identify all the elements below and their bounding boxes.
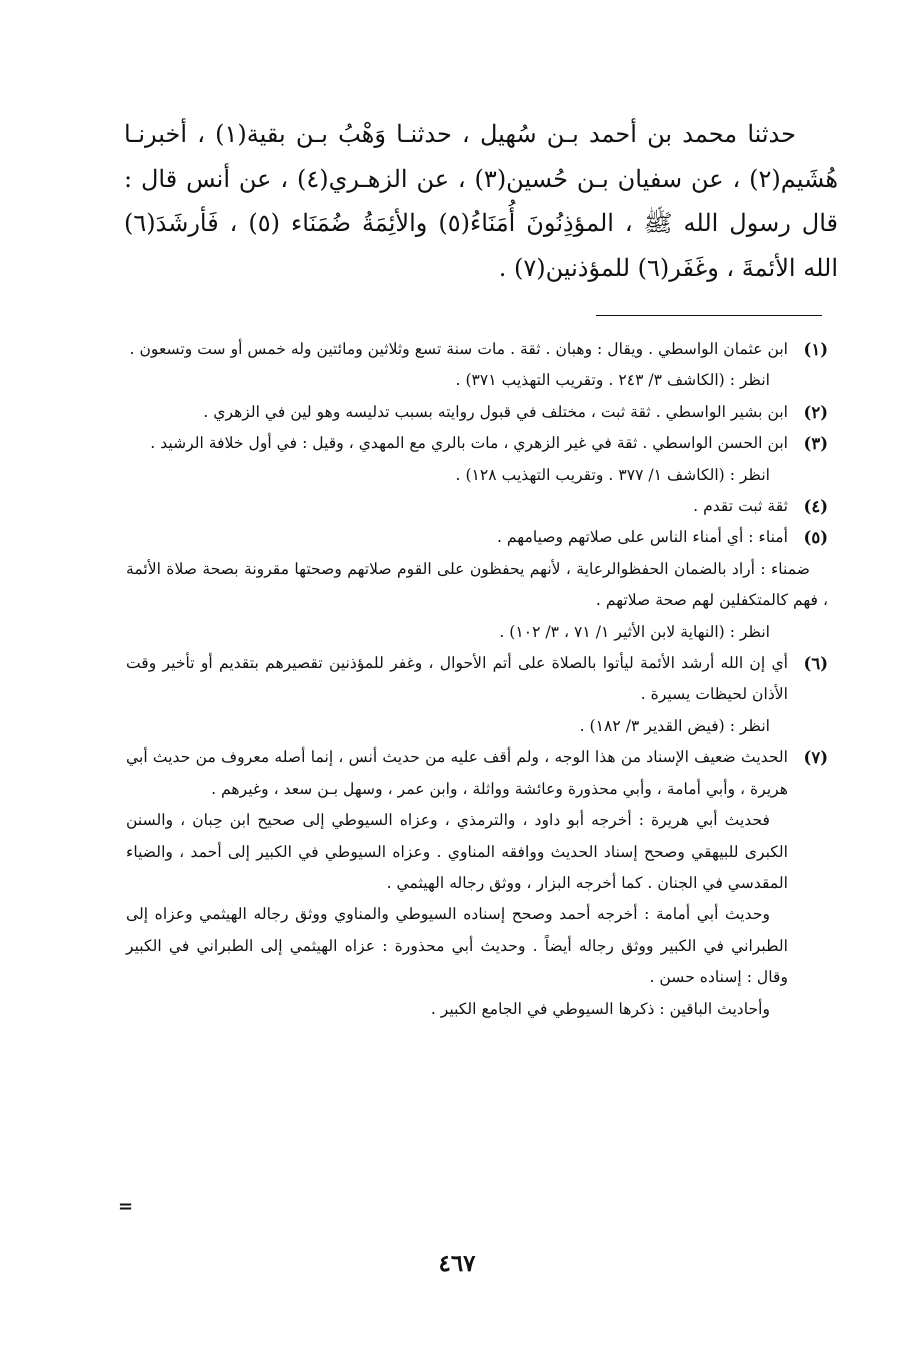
page-number: ٤٦٧ [438, 1250, 476, 1277]
footnote-paragraph: وأحاديث الباقين : ذكرها السيوطي في الجامع الكبير . [430, 999, 770, 1018]
footnote-text: ثقة ثبت تقدم . [693, 497, 788, 516]
main-hadith-text [124, 112, 838, 290]
footnote-text: ابن عثمان الواسطي . ويقال : وهبان . ثقة . مات سنة تسع وثلاثين ومائتين وله خمس أو ست وتسعون . [129, 340, 788, 358]
footnote-6 [126, 648, 828, 742]
footnote-1 [126, 334, 828, 397]
footnote-number: (٧) [803, 748, 828, 768]
footnote-number: (٢) [803, 402, 828, 422]
continuation-mark: = [118, 1196, 134, 1217]
footnote-number: (١) [803, 340, 828, 359]
footnote-text: أي إن الله أرشد الأئمة ليأتوا بالصلاة على أتم الأحوال ، وغفر للمؤذنين تقصيرهم بتقديم أو تأخير وقت الأذان لحيظات يسيرة . [126, 654, 788, 704]
footnote-text: ابن الحسن الواسطي . ثقة في غير الزهري ، مات بالري مع المهدي ، وقيل : في أول خلافة الرشيد . [150, 434, 788, 453]
footnote-number: (٣) [803, 434, 828, 454]
footnote-paragraph: وحديث أبي أمامة : أخرجه أحمد وصحح إسناده السيوطي والمناوي ووثق رجاله الهيثمي وعزاه إلى الطبراني في الكبير ووثق رجاله أيضاً . وحديث أبي محذورة : عزاه الهيثمي إلى الطبراني في الكبير وقال : إسناده حسن . [126, 905, 788, 987]
footnote-text: الحديث ضعيف الإسناد من هذا الوجه ، ولم أقف عليه من حديث أنس ، إنما أصله معروف من حديث أبي هريرة ، وأبي أمامة ، وأبي محذورة وعائشة وواثلة ، وابن عمر ، وسهل بـن سعد ، وغيرهم . [126, 748, 788, 798]
footnote-4 [126, 491, 828, 522]
footnote-paragraph: فحديث أبي هريرة : أخرجه أبو داود ، والترمذي ، وعزاه السيوطي إلى صحيح ابن حِبان ، والسنن الكبرى للبيهقي وصحح إسناد الحديث ووافقه المناوي . وعزاه السيوطي في الكبير إلى أحمد ، والضياء المقدسي في الجنان . كما أخرجه البزار ، ووثق رجاله الهيثمي . [126, 811, 788, 892]
footnote-2 [126, 397, 828, 428]
footnote-number: (٦) [803, 654, 828, 674]
footnote-text: ابن بشير الواسطي . ثقة ثبت ، مختلف في قبول روايته بسبب تدليسه وهو لين في الزهري . [203, 402, 788, 421]
footnote-reference: انظر : (الكاشف ١/ ٣٧٧ . وتقريب التهذيب ١٢٨) . [455, 465, 770, 484]
footnote-number: (٤) [803, 497, 828, 517]
footnote-separator [596, 315, 822, 316]
hadith-paragraph: حدثنا محمد بن أحمد بـن سُهيل ، حدثنـا وَهْبُ بـن بقية(١) ، أخبرنـا هُشَيم(٢) ، عن سفيان بـن حُسين(٣) ، عن الزهـري(٤) ، عن أنس قال : قال رسول الله ﷺ ، المؤذِنُونَ أُمَنَاءُ(٥) والأئِمَةُ ضُمَنَاء (٥) ، فَأرشَدَ(٦) الله الأئمةَ ، وغَفَر(٦) للمؤذنين(٧) . [124, 120, 839, 282]
footnote-5 [126, 522, 828, 553]
footnote-number: (٥) [803, 528, 828, 548]
footnotes [126, 334, 828, 1025]
footnote-reference: انظر : (النهاية لابن الأثير ١/ ٧١ ، ٣/ ١٠٢) . [499, 622, 770, 641]
footnote-reference: انظر : (الكاشف ٣/ ٢٤٣ . وتقريب التهذيب ٣٧١) . [455, 371, 770, 390]
footnote-5-continuation: ضمناء : أراد بالضمان الحفظوالرعاية ، لأنهم يحفظون على القوم صلاتهم وصحتها مقرونة بصحة صلاة الأئمة ، فهم كالمتكفلين لهم صحة صلاتهم . [126, 559, 828, 610]
footnote-reference: انظر : (فيض القدير ٣/ ١٨٢) . [579, 716, 770, 735]
footnote-text: أمناء : أي أمناء الناس على صلاتهم وصيامهم . [497, 528, 788, 547]
footnote-7 [126, 742, 828, 1025]
footnote-3 [126, 428, 828, 491]
